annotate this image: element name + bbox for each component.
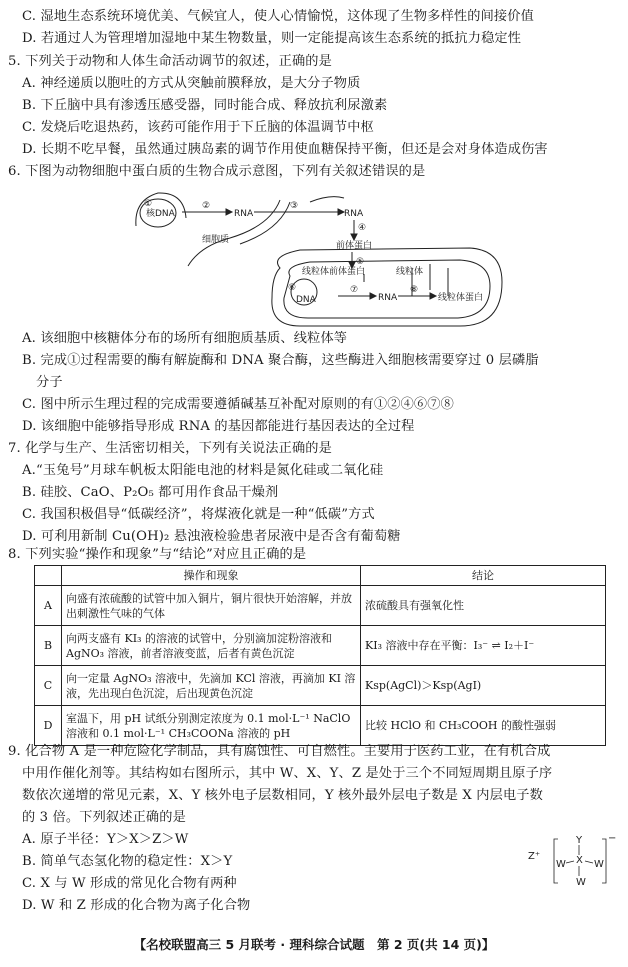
step-2-label: ② bbox=[202, 201, 211, 211]
q9-stem-line4: 的 3 倍。下列叙述正确的是 bbox=[22, 810, 186, 825]
q4-option-c: C. 湿地生态系统环境优美、气候宜人，使人心情愉悦，这体现了生物多样性的间接价值 bbox=[22, 9, 534, 24]
q8-stem: 8. 下列实验“操作和现象”与“结论”对应且正确的是 bbox=[8, 547, 307, 562]
table-row bbox=[35, 666, 606, 706]
q6-option-b-line1: B. 完成①过程需要的酶有解旋酶和 DNA 聚合酶，这些酶进入细胞核需要穿过 0 层磷脂 bbox=[22, 353, 539, 368]
mito-protein-label: 线粒体蛋白 bbox=[438, 293, 484, 303]
step-1-label: ① bbox=[144, 199, 153, 209]
table-cell-conclusion: Ksp(AgCl)＞Ksp(AgI) bbox=[361, 666, 606, 706]
q6-option-b-line2: 分子 bbox=[36, 375, 63, 390]
table-cell-operation: 室温下，用 pH 试纸分别测定浓度为 0.1 mol·L⁻¹ NaClO 溶液和 0.1 mol·L⁻¹ CH₃COONa 溶液的 pH bbox=[62, 706, 361, 746]
q9-option-c: C. X 与 W 形成的常见化合物有两种 bbox=[22, 876, 237, 891]
table-header-cell: 结论 bbox=[361, 566, 606, 586]
mito-precursor-label: 线粒体前体蛋白 bbox=[302, 267, 366, 277]
protein-synthesis-diagram bbox=[130, 186, 510, 328]
step-8-label: ⑧ bbox=[410, 285, 419, 295]
q5-option-a: A. 神经递质以胞吐的方式从突触前膜释放，是大分子物质 bbox=[22, 76, 361, 91]
mito-dna-label: DNA bbox=[296, 295, 316, 305]
q7-option-a: A.“玉兔号”月球车帆板太阳能电池的材料是氮化硅或二氧化硅 bbox=[22, 463, 384, 478]
q5-option-d: D. 长期不吃早餐，虽然通过胰岛素的调节作用使血糖保持平衡，但还是会对身体造成伤害 bbox=[22, 142, 548, 157]
q6-option-c: C. 图中所示生理过程的完成需要遵循碱基互补配对原则的有①②④⑥⑦⑧ bbox=[22, 397, 454, 412]
q9-option-b: B. 简单气态氢化物的稳定性：X＞Y bbox=[22, 854, 233, 869]
q5-stem: 5. 下列关于动物和人体生命活动调节的叙述，正确的是 bbox=[8, 54, 332, 69]
q9-stem-line1: 9. 化合物 A 是一种危险化学制品，具有腐蚀性、可自燃性。主要用于医药工业，在有机合成 bbox=[8, 744, 551, 759]
q4-option-d: D. 若通过人为管理增加湿地中某生物数量，则一定能提高该生态系统的抵抗力稳定性 bbox=[22, 31, 522, 46]
w-atom-label-bottom: W bbox=[576, 877, 586, 888]
step-6-label: ⑥ bbox=[288, 283, 297, 293]
table-header-row bbox=[35, 566, 606, 586]
table-cell-option: C bbox=[35, 666, 62, 706]
z-cation-label: Z⁺ bbox=[528, 851, 541, 862]
nuclear-dna-label: 核DNA bbox=[146, 209, 175, 219]
table-header-cell bbox=[35, 566, 62, 586]
q9-option-a: A. 原子半径：Y＞X＞Z＞W bbox=[22, 832, 189, 847]
x-atom-label: X bbox=[576, 855, 583, 866]
w-atom-label-right: W bbox=[594, 859, 604, 870]
table-cell-operation: 向两支盛有 KI₃ 的溶液的试管中，分别滴加淀粉溶液和 AgNO₃ 溶液，前者溶液变蓝，后者有黄色沉淀 bbox=[62, 626, 361, 666]
table-cell-option: D bbox=[35, 706, 62, 746]
table-cell-operation: 向一定量 AgNO₃ 溶液中，先滴加 KCl 溶液，再滴加 KI 溶液，先出现白色沉淀，后出现黄色沉淀 bbox=[62, 666, 361, 706]
table-row bbox=[35, 586, 606, 626]
q7-option-d: D. 可利用新制 Cu(OH)₂ 悬浊液检验患者尿液中是否含有葡萄糖 bbox=[22, 529, 401, 544]
q7-stem: 7. 化学与生产、生活密切相关，下列有关说法正确的是 bbox=[8, 441, 332, 456]
q5-option-b: B. 下丘脑中具有渗透压感受器，同时能合成、释放抗利尿激素 bbox=[22, 98, 388, 113]
table-row bbox=[35, 706, 606, 746]
rna-label: RNA bbox=[234, 209, 254, 219]
step-7-label: ⑦ bbox=[350, 285, 359, 295]
step-3-label: ③ bbox=[290, 201, 299, 211]
q6-option-a: A. 该细胞中核糖体分布的场所有细胞质基质、线粒体等 bbox=[22, 331, 348, 346]
q8-table bbox=[34, 565, 606, 746]
table-row bbox=[35, 626, 606, 666]
table-cell-option: B bbox=[35, 626, 62, 666]
table-cell-operation: 向盛有浓硫酸的试管中加入铜片，铜片很快开始溶解，并放出刺激性气味的气体 bbox=[62, 586, 361, 626]
q7-option-c: C. 我国积极倡导“低碳经济”，将煤液化就是一种“低碳”方式 bbox=[22, 507, 375, 522]
y-atom-label: Y bbox=[576, 835, 583, 846]
q7-option-b: B. 硅胶、CaO、P₂O₅ 都可用作食品干燥剂 bbox=[22, 485, 279, 500]
precursor-label: 前体蛋白 bbox=[336, 241, 373, 251]
q9-stem-line3: 数依次递增的常见元素，X、Y 核外电子层数相同，Y 核外最外层电子数是 X 内层电子数 bbox=[22, 788, 543, 803]
table-cell-conclusion: KI₃ 溶液中存在平衡：I₃⁻ ⇌ I₂＋I⁻ bbox=[361, 626, 606, 666]
page-footer: 【名校联盟高三 5 月联考 · 理科综合试题 第 2 页(共 14 页)】 bbox=[133, 937, 495, 952]
q6-stem: 6. 下图为动物细胞中蛋白质的生物合成示意图，下列有关叙述错误的是 bbox=[8, 164, 426, 179]
q9-option-d: D. W 和 Z 形成的化合物为离子化合物 bbox=[22, 898, 251, 913]
q5-option-c: C. 发烧后吃退热药，该药可能作用于下丘脑的体温调节中枢 bbox=[22, 120, 374, 135]
rna2-label: RNA bbox=[344, 209, 364, 219]
cytoplasm-label: 细胞质 bbox=[202, 235, 230, 245]
charge-label: − bbox=[608, 833, 617, 844]
compound-a-structure bbox=[528, 833, 617, 889]
table-header-cell: 操作和现象 bbox=[62, 566, 361, 586]
mitochondrion-label: 线粒体 bbox=[396, 267, 424, 277]
step-5-label: ⑤ bbox=[356, 257, 365, 267]
table-cell-conclusion: 浓硫酸具有强氧化性 bbox=[361, 586, 606, 626]
step-4-label: ④ bbox=[358, 223, 367, 233]
q6-option-d: D. 该细胞中能够指导形成 RNA 的基因都能进行基因表达的全过程 bbox=[22, 419, 415, 434]
mito-rna-label: RNA bbox=[378, 293, 398, 303]
table-cell-option: A bbox=[35, 586, 62, 626]
w-atom-label-left: W bbox=[556, 859, 566, 870]
q9-stem-line2: 中用作催化剂等。其结构如右图所示，其中 W、X、Y、Z 是处于三个不同短周期且原子序 bbox=[22, 766, 553, 781]
table-cell-conclusion: 比较 HClO 和 CH₃COOH 的酸性强弱 bbox=[361, 706, 606, 746]
